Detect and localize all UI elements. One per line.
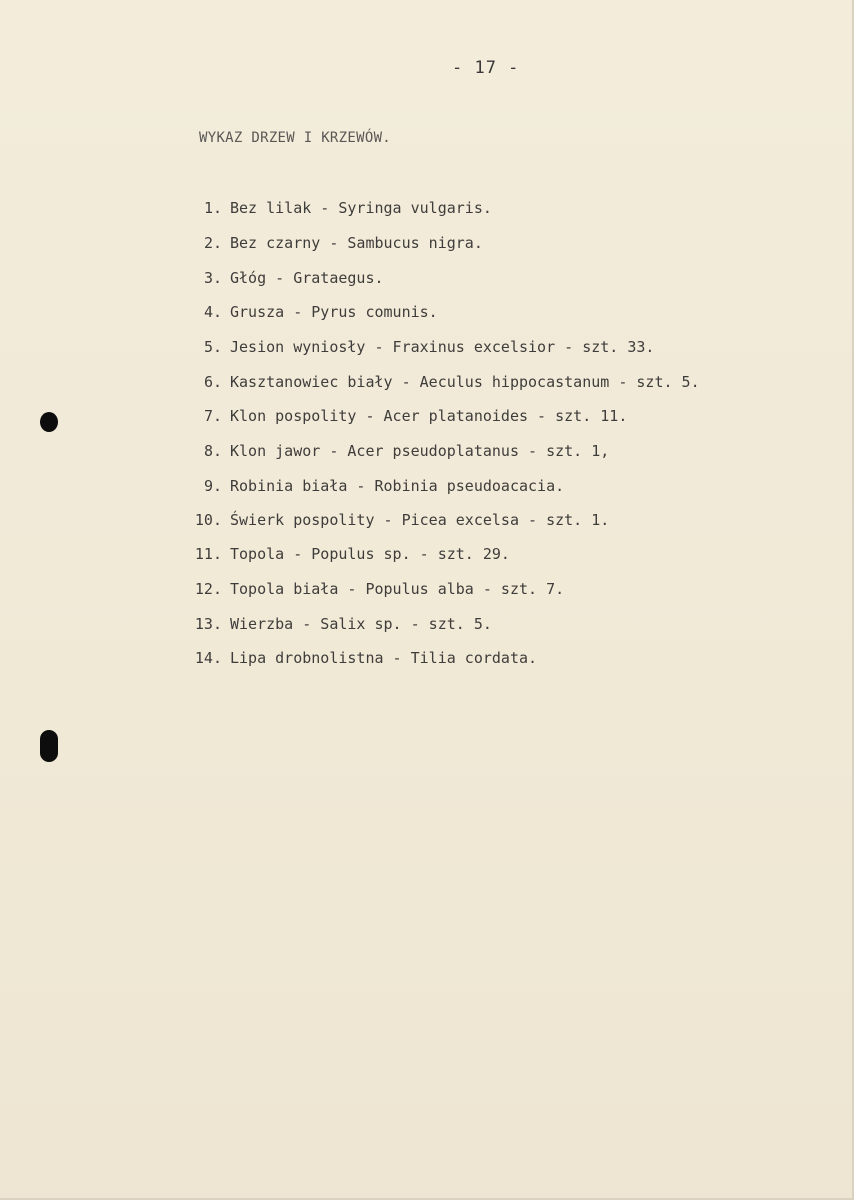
item-number: 5. [203,338,222,356]
item-number: 12. [194,580,222,598]
item-number: 7. [203,407,222,425]
item-text: Lipa drobnolistna - Tilia cordata. [230,649,538,667]
punch-hole [40,412,58,432]
item-number: 3. [203,269,222,287]
item-number: 8. [203,442,222,460]
item-number: 11. [194,545,222,563]
page-number: - 17 - [452,58,520,78]
item-text: Klon jawor - Acer pseudoplatanus - szt. 1, [230,442,610,460]
item-text: Topola - Populus sp. - szt. 29. [230,545,510,563]
item-text: Robinia biała - Robinia pseudoacacia. [230,477,565,495]
item-text: Kasztanowiec biały - Aeculus hippocastanum - szt. 5. [230,373,700,391]
item-number: 13. [194,615,222,633]
item-number: 2. [203,234,222,252]
item-number: 6. [203,373,222,391]
item-number: 1. [203,199,222,217]
punch-hole [40,730,58,762]
item-number: 10. [194,511,222,529]
item-text: Świerk pospolity - Picea excelsa - szt. 1. [230,511,610,529]
item-text: Bez lilak - Syringa vulgaris. [230,199,492,217]
item-text: Wierzba - Salix sp. - szt. 5. [230,615,492,633]
item-text: Głóg - Grataegus. [230,269,384,287]
item-number: 9. [203,477,222,495]
item-text: Bez czarny - Sambucus nigra. [230,234,483,252]
item-text: Grusza - Pyrus comunis. [230,303,438,321]
item-text: Topola biała - Populus alba - szt. 7. [230,580,565,598]
item-text: Jesion wyniosły - Fraxinus excelsior - szt. 33. [230,338,655,356]
item-number: 14. [194,649,222,667]
item-text: Klon pospolity - Acer platanoides - szt. 11. [230,407,628,425]
document-title: WYKAZ DRZEW I KRZEWÓW. [199,130,392,146]
item-number: 4. [203,303,222,321]
